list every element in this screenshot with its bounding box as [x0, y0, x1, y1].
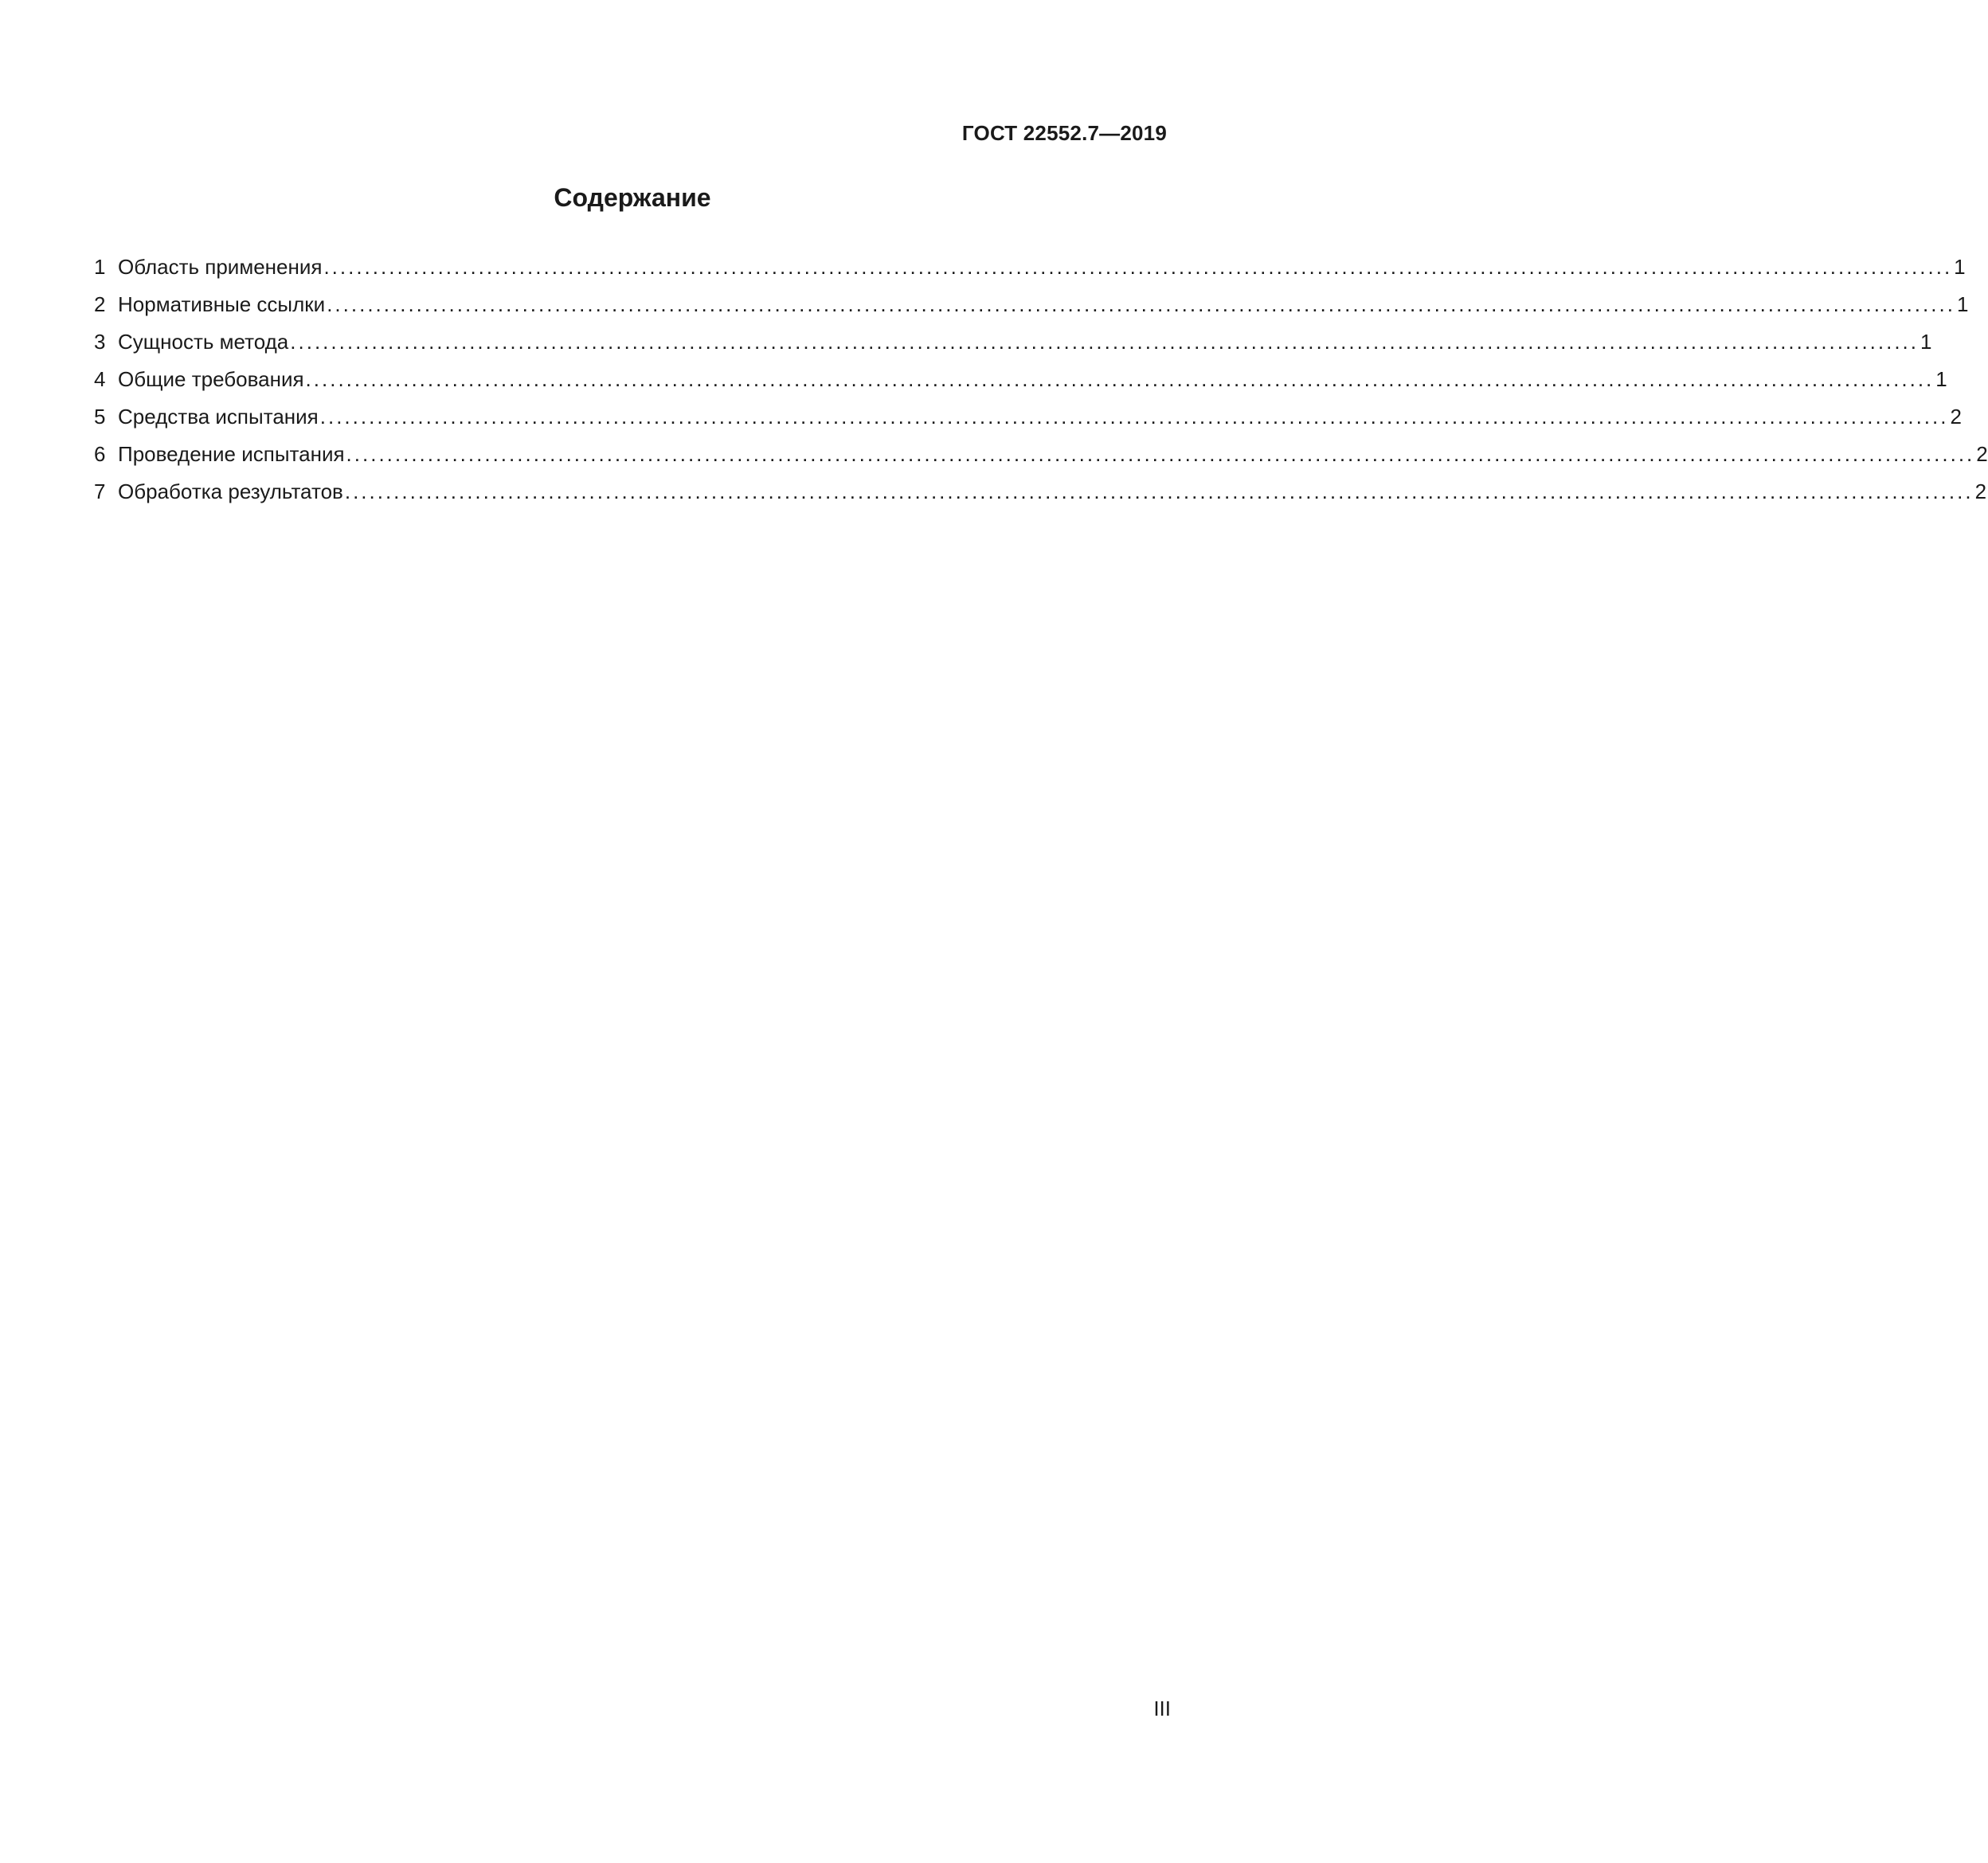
page-number: III	[1153, 1697, 1171, 1720]
toc-dot-leader: ........................................................................................................................................................................................................	[319, 405, 1949, 429]
toc-entry-page: 1	[1935, 367, 1947, 391]
toc-title: Содержание	[554, 183, 711, 212]
toc-dot-leader: ........................................................................................................................................................................................................	[290, 330, 1920, 354]
toc-entry-page: 2	[1974, 479, 1987, 503]
toc-entry[interactable]	[94, 473, 1987, 511]
toc-entry-number: 6	[94, 442, 106, 466]
toc-dot-leader: ........................................................................................................................................................................................................	[323, 255, 1953, 279]
toc-entry-label: Область применения	[118, 255, 323, 279]
toc-entry-number: 4	[94, 367, 106, 391]
toc-entry-page: 1	[1920, 330, 1932, 354]
toc-entry-page: 2	[1976, 442, 1988, 466]
toc-entry-label: Общие требования	[118, 367, 304, 391]
toc-entry-label: Обработка результатов	[118, 479, 343, 503]
document-code: ГОСТ 22552.7—2019	[961, 121, 1167, 145]
toc-dot-leader: ........................................................................................................................................................................................................	[305, 367, 1935, 391]
toc-entry[interactable]	[94, 323, 1932, 361]
toc-entry-number: 7	[94, 479, 106, 503]
toc-entry-number: 2	[94, 292, 106, 316]
toc-dot-leader: ........................................................................................................................................................................................................	[344, 479, 1974, 503]
toc-entry[interactable]	[94, 286, 1969, 323]
toc-entry-page: 1	[1954, 255, 1966, 279]
toc-entry-number: 3	[94, 330, 106, 354]
toc-entry-number: 1	[94, 255, 106, 279]
toc-dot-leader: ........................................................................................................................................................................................................	[346, 442, 1975, 466]
toc-entry-label: Проведение испытания	[118, 442, 345, 466]
toc-dot-leader: ........................................................................................................................................................................................................	[327, 292, 1955, 316]
toc-entry-page: 2	[1950, 405, 1962, 429]
toc-entry-label: Сущность метода	[118, 330, 289, 354]
toc-entry-page: 1	[1956, 292, 1969, 316]
toc-entry[interactable]	[94, 249, 1966, 286]
toc-entry[interactable]	[94, 436, 1988, 473]
toc-entry-label: Нормативные ссылки	[118, 292, 326, 316]
toc-entry-number: 5	[94, 405, 106, 429]
toc-entry[interactable]	[94, 361, 1947, 398]
toc-entry[interactable]	[94, 398, 1962, 436]
table-of-contents	[94, 249, 1988, 511]
toc-entry-label: Средства испытания	[118, 405, 319, 429]
